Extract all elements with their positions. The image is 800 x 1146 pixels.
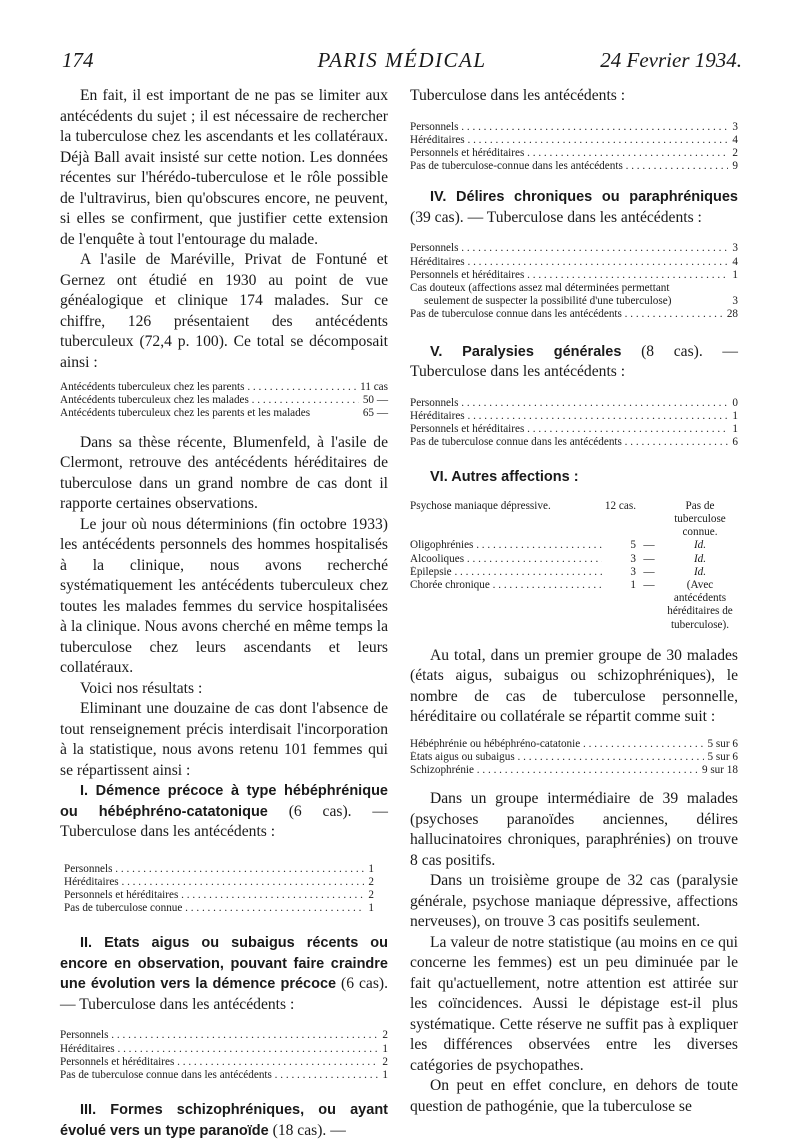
paragraph: Le jour où nous déterminions (fin octobre 1933) les antécédents personnels des hommes hospitalisés à la clinique, nous avons recherché systématiquement les antécédents tuberculeux chez toutes les malades femmes du service hospitalisées à la clinique. Nous avons cherché en même temps la tuberculose chez leurs ascendants et leurs collatéraux. — [60, 515, 388, 677]
section-heading — [410, 187, 738, 228]
page-number: 174 — [62, 48, 94, 72]
section-subtitle: (8 cas). — Tuberculose dans les antécédents : — [410, 342, 739, 381]
paragraph: Tuberculose dans les antécédents : — [410, 87, 626, 104]
section-subtitle: (6 cas). — Tuberculose dans les antécédents : — [60, 802, 388, 841]
section-heading — [410, 342, 738, 383]
list-item-label: Personnels et héréditaires . . . — [410, 423, 728, 436]
section-title: V. Paralysies générales — [430, 343, 622, 360]
section-title: III. Formes schizophréniques, ou ayant évolué vers un type paranoïde — [60, 1102, 388, 1139]
list-item-value: 1 — [382, 1042, 388, 1055]
list-item-label: Héréditaires . . . — [410, 410, 728, 423]
list-item-value: 1 — [732, 409, 738, 422]
list-item-label: Héréditaires . . . — [410, 134, 728, 147]
table-cell-label: Psychose maniaque dépressive. — [410, 499, 551, 512]
left-column — [60, 86, 388, 1141]
list-item-value: 5 sur 6 — [707, 737, 738, 750]
list-item-value: 6 — [732, 436, 738, 449]
list-item-value: 4 — [732, 255, 738, 268]
section-title: II. Etats aigus ou subaigus récents ou encore en observation, pouvant faire craindre une évolution vers la démence précoce — [60, 935, 388, 993]
list-item-value: 28 — [726, 308, 738, 321]
paragraph: Au total, dans un premier groupe de 30 malades (états aigus, subaigus ou schizophréniques), le nombre de cas de tuberculose personnelle, héréditaire ou collatérale se répartit comme suit : — [410, 646, 738, 726]
paragraph: Voici nos résultats : — [80, 679, 203, 697]
list-item-label: Personnels et héréditaires . . . — [64, 889, 364, 902]
table-row — [410, 553, 738, 566]
list-item-label: Pas de tuberculose connue dans les antécédents . . . — [410, 308, 723, 321]
list-item-value: 2 — [368, 889, 374, 902]
stats-list-section-2 — [60, 1029, 388, 1082]
other-affections-table — [410, 500, 738, 632]
list-item-label: Schizophrénie . . . — [410, 764, 698, 777]
list-item-value: 2 — [382, 1055, 388, 1068]
list-item-label: Antécédents tuberculeux chez les parents et les malades — [60, 407, 311, 420]
table-row — [410, 539, 738, 552]
list-item-value: 3 — [732, 295, 738, 308]
table-cell-dash — [636, 500, 662, 540]
section-heading — [60, 933, 388, 1015]
list-item-value: 2 — [382, 1029, 388, 1042]
table-cell-count: 12 cas. — [604, 499, 636, 512]
paragraph: A l'asile de Maréville, Privat de Fontuné et Gernez ont étudié en 1930 au point de vue généalogique et clinique 174 malades. Sur ce chiffre, 126 présentaient des antécédents tuberculeux (72,4 p. 100). Ce total se décomposait ainsi : — [60, 251, 388, 371]
table-cell-label: Oligophrénies . . . — [410, 539, 602, 552]
list-item-label: Hébéphrénie ou hébéphréno-catatonie . . . — [410, 738, 704, 751]
list-item-value: 3 — [732, 120, 738, 133]
journal-title: PARIS MÉDICAL — [317, 48, 487, 72]
list-item-label: Cas douteux (affections assez mal déterminées permettant seulement de suspecter la possibilité d'une tuberculose) — [410, 281, 672, 308]
table-cell-note: (Avec antécédents héréditaires de tuberculose). — [667, 579, 733, 631]
table-row — [410, 500, 738, 540]
section-subtitle: (39 cas). — Tuberculose dans les antécédents : — [410, 208, 702, 226]
paragraph: Dans un troisième groupe de 32 cas (paralysie générale, psychose maniaque dépressive, affections nerveuses), on trouve 3 cas positifs seulement. — [410, 872, 738, 931]
table-cell-note: Id. — [693, 565, 707, 578]
stats-list-section-3 — [410, 121, 738, 174]
list-item-label: Héréditaires . . . — [64, 876, 364, 889]
list-item-value: 0 — [732, 396, 738, 409]
list-item-label: Personnels . . . — [410, 397, 728, 410]
table-cell-dash: — — [643, 539, 655, 552]
table-cell-label: Épilepsie . . . — [410, 566, 602, 579]
table-cell-note: Pas de tuberculose connue. — [674, 499, 726, 539]
section-title: IV. Délires chroniques ou paraphréniques — [430, 189, 738, 206]
section-subtitle: (18 cas). — — [272, 1121, 346, 1139]
paragraph: Dans un groupe intermédiaire de 39 malades (psychoses paranoïdes anciennes, délires hallucinatoires chroniques, paraphrénies) on trouve 8 cas positifs. — [410, 790, 738, 869]
running-header — [62, 48, 742, 76]
paragraph: Dans sa thèse récente, Blumenfeld, à l'asile de Clermont, retrouve des antécédents héréditaires de tuberculose dans un grand nombre de cas dont il rapporte certaines observations. — [60, 433, 388, 513]
stats-list-section-1 — [60, 863, 388, 916]
list-item-value: 4 — [732, 133, 738, 146]
list-item-label: Personnels et héréditaires . . . — [410, 269, 728, 282]
list-item-label: Personnels . . . — [60, 1029, 378, 1042]
paragraph: En fait, il est important de ne pas se limiter aux antécédents du sujet ; il est nécessaire de rechercher la tuberculose chez les ascendants et les collatéraux. Déjà Ball avait insisté sur cette notion. Les données récentes sur l'hérédo-tuberculose et le rôle possible de l'ultravirus, bien qu'obscures encore, ne peuvent, si elles se confirment, que justifier cette extension de l'enquête à tout l'entourage du malade. — [60, 87, 388, 248]
paragraph: Eliminant une douzaine de cas dont l'absence de tout renseignement précis interdisait l'incorporation à la statistique, nous avons retenu 101 femmes qui se répartissent ainsi : — [60, 700, 388, 779]
list-item-label: Personnels . . . — [410, 242, 728, 255]
list-item-value: 9 — [732, 160, 738, 173]
section-title: I. Démence précoce à type hébéphrénique ou hébéphréno-catatonique — [60, 783, 388, 820]
stats-list-section-5 — [410, 397, 738, 450]
table-cell-count: 3 — [630, 552, 636, 565]
table-cell-note: Id. — [693, 539, 707, 552]
list-item-value: 3 — [732, 242, 738, 255]
totals-list — [410, 738, 738, 778]
table-row — [410, 566, 738, 579]
list-item-value: 2 — [732, 146, 738, 159]
list-item-label: Pas de tuberculose-connue dans les antécédents . . . — [410, 160, 728, 173]
list-item-label: Pas de tuberculose connue dans les antécédents . . . — [60, 1069, 378, 1082]
issue-date: 24 Fevrier 1934. — [600, 48, 742, 72]
list-item-label: Héréditaires . . . — [60, 1043, 378, 1056]
list-item-value: 65 — — [362, 407, 388, 420]
section-subtitle: (6 cas). — Tuberculose dans les antécédents : — [60, 975, 388, 1013]
list-item-label: Antécédents tuberculeux chez les parents . . . — [60, 381, 356, 394]
stats-list-section-4 — [410, 242, 738, 321]
table-cell-count: 1 — [630, 579, 636, 592]
table-cell-dash: — — [643, 565, 655, 578]
list-item-value: 1 — [732, 422, 738, 435]
list-item-value: 1 — [368, 902, 374, 915]
section-heading — [410, 467, 738, 488]
section-heading — [60, 781, 388, 843]
right-column — [410, 86, 738, 1117]
table-cell-label: Alcooliques . . . — [410, 553, 602, 566]
list-item-label: Personnels . . . — [64, 863, 364, 876]
table-cell-count: 5 — [630, 539, 636, 552]
list-item-label: Personnels et héréditaires . . . — [60, 1056, 378, 1069]
table-cell-count: 3 — [630, 565, 636, 578]
paragraph: La valeur de notre statistique (au moins en ce qui concerne les femmes) est un peu diminuée par le fait qu'actuellement, notre attention est attirée sur les coïncidences. Aussi le dépistage est-il plus systématique. Cette réserve ne suffit pas à expliquer les différences observées entre les diverses catégories de psychopathes. — [410, 933, 738, 1074]
table-cell-dash: — — [643, 579, 655, 592]
list-item-label: Pas de tuberculose connue dans les antécédents . . . — [410, 436, 728, 449]
list-item-value: 2 — [368, 875, 374, 888]
list-item-value: 1 — [732, 268, 738, 281]
list-item-value: 1 — [382, 1069, 388, 1082]
list-item-value: 11 cas — [360, 381, 388, 393]
list-item-value: 9 sur 18 — [701, 764, 738, 777]
list-item-label: Personnels et héréditaires . . . — [410, 147, 728, 160]
stats-list-maréville — [60, 381, 388, 421]
table-cell-dash: — — [643, 552, 655, 565]
paragraph: On peut en effet conclure, en dehors de toute question de pathogénie, que la tuberculose se — [410, 1077, 738, 1115]
list-item-label: États aigus ou subaigus . . . — [410, 751, 704, 764]
list-item-label: Personnels . . . — [410, 121, 728, 134]
list-item-label: Héréditaires . . . — [410, 256, 728, 269]
table-cell-note: Id. — [693, 552, 707, 565]
section-heading — [60, 1100, 388, 1141]
list-item-value: 5 sur 6 — [707, 751, 738, 764]
list-item-label: Pas de tuberculose connue . . . — [64, 902, 364, 915]
list-item-value: 1 — [368, 862, 374, 875]
list-item-label: Antécédents tuberculeux chez les malades . . . — [60, 394, 359, 407]
table-cell-label: Chorée chronique . . . — [410, 579, 602, 632]
section-title: VI. Autres affections : — [430, 469, 579, 486]
table-row — [410, 579, 738, 632]
list-item-value: 50 — — [362, 394, 388, 407]
